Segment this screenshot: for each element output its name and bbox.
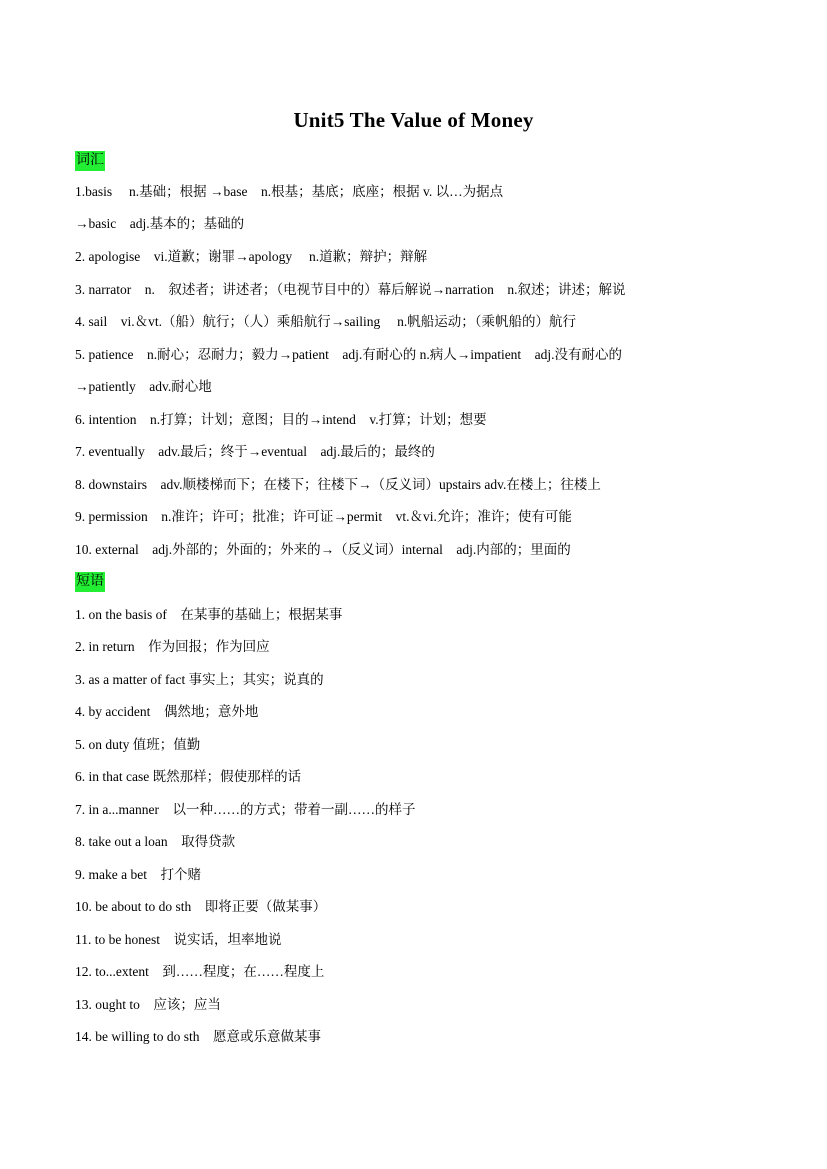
phrase-line: 13. ought to 应该；应当 xyxy=(75,997,221,1012)
phrase-line: 3. as a matter of fact 事实上；其实；说真的 xyxy=(75,672,324,687)
vocab-line: 10. external adj.外部的；外面的；外来的→（反义词）internal adj.内部的；里面的 xyxy=(75,542,571,557)
phrase-line: 10. be about to do sth 即将正要（做某事） xyxy=(75,899,327,914)
vocab-line: 1.basis n.基础；根据 →base n.根基；基底；底座；根据 v. 以…为据点 xyxy=(75,184,504,199)
vocab-line: 7. eventually adv.最后；终于→eventual adj.最后的；最终的 xyxy=(75,444,435,459)
phrase-line: 11. to be honest 说实话，坦率地说 xyxy=(75,932,282,947)
vocab-line: 8. downstairs adv.顺楼梯而下；在楼下；往楼下→（反义词）upstairs adv.在楼上；往楼上 xyxy=(75,477,601,492)
phrase-line: 1. on the basis of 在某事的基础上；根据某事 xyxy=(75,607,343,622)
phrase-line: 4. by accident 偶然地；意外地 xyxy=(75,704,259,719)
vocab-line: 5. patience n.耐心；忍耐力；毅力→patient adj.有耐心的 n.病人→impatient adj.没有耐心的 xyxy=(75,347,623,362)
phrase-line: 7. in a...manner 以一种……的方式；带着一副……的样子 xyxy=(75,802,416,817)
phrase-line: 8. take out a loan 取得贷款 xyxy=(75,834,236,849)
vocab-line: 6. intention n.打算；计划；意图；目的→intend v.打算；计划；想要 xyxy=(75,412,487,427)
phrase-line: 2. in return 作为回报；作为回应 xyxy=(75,639,270,654)
vocab-line: 9. permission n.准许；许可；批准；许可证→permit vt.＆vi.允许；准许；使有可能 xyxy=(75,509,572,524)
phrase-line: 5. on duty 值班；值勤 xyxy=(75,737,201,752)
phrase-line: 9. make a bet 打个赌 xyxy=(75,867,201,882)
page-title: Unit5 The Value of Money xyxy=(293,108,534,132)
vocab-heading: 词汇 xyxy=(75,151,105,171)
vocab-line: 2. apologise vi.道歉；谢罪→apology n.道歉；辩护；辩解 xyxy=(75,249,428,264)
vocab-line: →basic adj.基本的；基础的 xyxy=(75,216,245,231)
vocab-line: 4. sail vi.＆vt.（船）航行；（人）乘船航行→sailing n.帆船运动；（乘帆船的）航行 xyxy=(75,314,576,329)
phrase-line: 12. to...extent 到……程度；在……程度上 xyxy=(75,964,325,979)
vocab-line: →patiently adv.耐心地 xyxy=(75,379,212,394)
phrases-heading: 短语 xyxy=(75,572,105,592)
phrase-line: 14. be willing to do sth 愿意或乐意做某事 xyxy=(75,1029,321,1044)
phrase-line: 6. in that case 既然那样；假使那样的话 xyxy=(75,769,302,784)
vocab-line: 3. narrator n. 叙述者；讲述者；（电视节目中的）幕后解说→narration n.叙述；讲述；解说 xyxy=(75,282,626,297)
